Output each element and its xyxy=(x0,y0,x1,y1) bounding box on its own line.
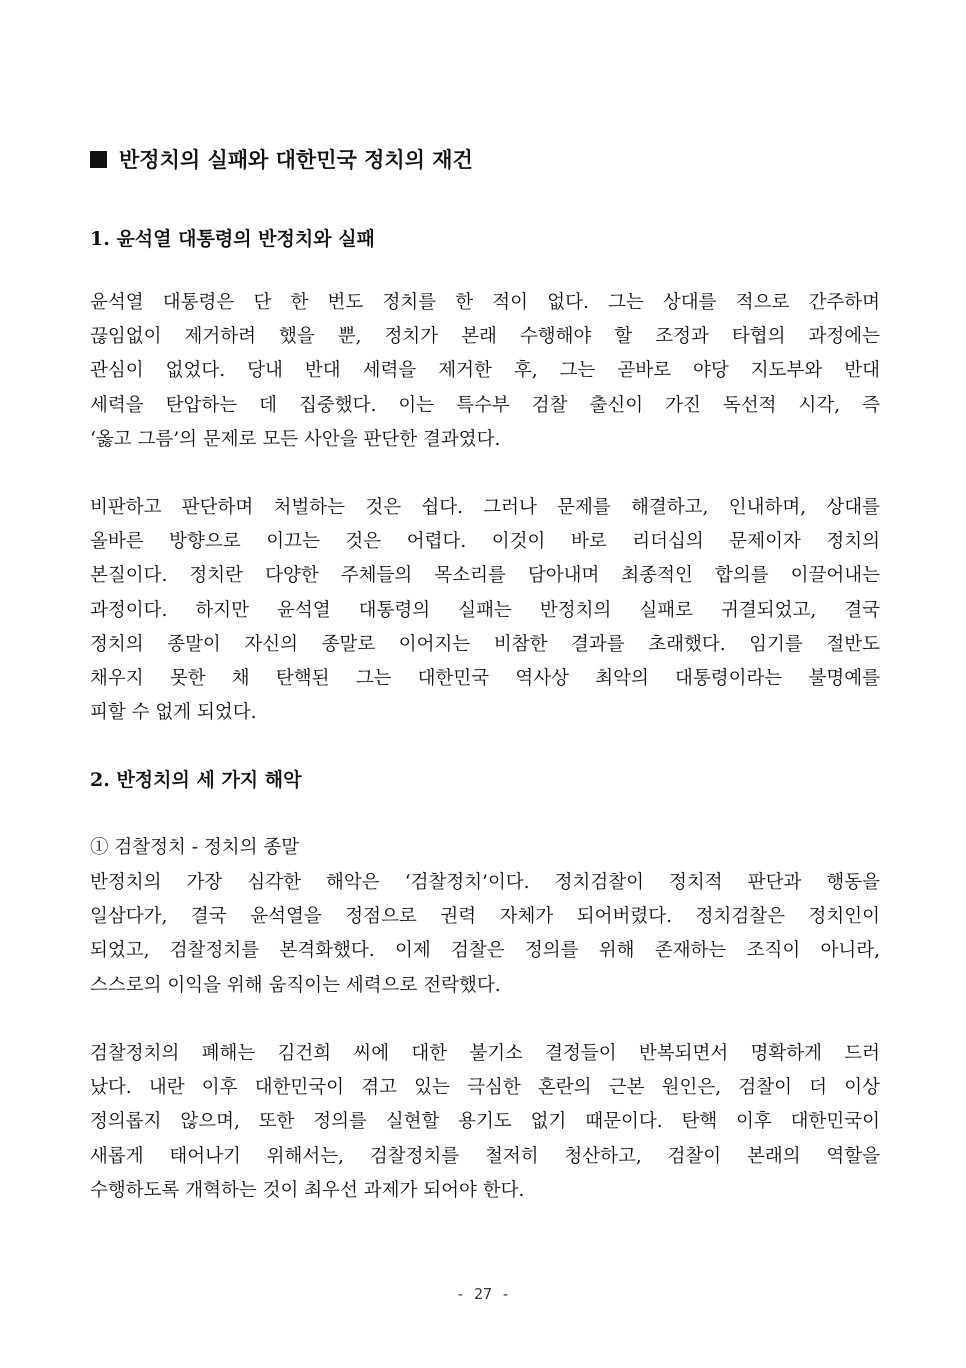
text-line: 수행하도록 개혁하는 것이 최우선 과제가 되어야 한다. xyxy=(90,1179,525,1201)
text-line: 올바른 방향으로 이끄는 것은 어렵다. 이것이 바로 리더십의 문제이자 정치의 xyxy=(90,531,880,553)
text-line: 정치의 종말이 자신의 종말로 이어지는 비참한 결과를 초래했다. 임기를 절반도 xyxy=(90,633,880,655)
section-2-heading: 2. 반정치의 세 가지 해악 xyxy=(90,769,302,791)
text-line: 과정이다. 하지만 윤석열 대통령의 실패는 반정치의 실패로 귀결되었고, 결국 xyxy=(90,599,880,621)
text-line: 끊임없이 제거하려 했을 뿐, 정치가 본래 수행해야 할 조정과 타협의 과정에는 xyxy=(90,326,880,348)
section-2-paragraph-1 xyxy=(90,866,880,1003)
text-line: 윤석열 대통령은 단 한 번도 정치를 한 적이 없다. 그는 상대를 적으로 간주하며 xyxy=(90,292,880,313)
text-line: 본질이다. 정치란 다양한 주체들의 목소리를 담아내며 최종적인 합의를 이끌어내는 xyxy=(90,565,880,587)
section-2-subheading: ① 검찰정치 - 정치의 종말 xyxy=(90,837,300,858)
text-line: 일삼다가, 결국 윤석열을 정점으로 권력 자체가 되어버렸다. 정치검찰은 정치인이 xyxy=(90,906,880,928)
text-line: 새롭게 태어나기 위해서는, 검찰정치를 철저히 청산하고, 검찰이 본래의 역할을 xyxy=(90,1145,880,1167)
text-line: 관심이 없었다. 당내 반대 세력을 제거한 후, 그는 곧바로 야당 지도부와 반대 xyxy=(90,360,880,382)
text-line: ‘옳고 그름’의 문제로 모든 사안을 판단한 결과였다. xyxy=(90,428,501,450)
section-1-paragraph-1 xyxy=(90,286,880,457)
text-line: 피할 수 없게 되었다. xyxy=(90,702,257,724)
text-line: 스스로의 이익을 위해 움직이는 세력으로 전락했다. xyxy=(90,974,501,996)
section-1-heading: 1. 윤석열 대통령의 반정치와 실패 xyxy=(90,228,375,250)
text-line: 났다. 내란 이후 대한민국이 겪고 있는 극심한 혼란의 근본 원인은, 검찰이 더 이상 xyxy=(90,1077,880,1099)
black-square-bullet-icon xyxy=(90,151,107,168)
page-number: - 27 - xyxy=(455,1285,511,1303)
section-2-paragraph-2 xyxy=(90,1037,880,1208)
text-line: 채우지 못한 채 탄핵된 그는 대한민국 역사상 최악의 대통령이라는 불명예를 xyxy=(90,668,880,690)
text-line: 세력을 탄압하는 데 집중했다. 이는 특수부 검찰 출신이 가진 독선적 시각, 즉 xyxy=(90,394,880,416)
text-line: 비판하고 판단하며 처벌하는 것은 쉽다. 그러나 문제를 해결하고, 인내하며, 상대를 xyxy=(90,497,880,518)
text-line: 반정치의 가장 심각한 해악은 ‘검찰정치’이다. 정치검찰이 정치적 판단과 행동을 xyxy=(90,872,880,893)
main-title-text: 반정치의 실패와 대한민국 정치의 재건 xyxy=(119,148,473,172)
text-line: 정의롭지 않으며, 또한 정의를 실현할 용기도 없기 때문이다. 탄핵 이후 대한민국이 xyxy=(90,1111,880,1133)
section-1-paragraph-2 xyxy=(90,491,880,730)
text-line: 검찰정치의 폐해는 김건희 씨에 대한 불기소 결정들이 반복되면서 명확하게 드러 xyxy=(90,1043,880,1064)
main-title xyxy=(90,143,880,177)
text-line: 되었고, 검찰정치를 본격화했다. 이제 검찰은 정의를 위해 존재하는 조직이 아니라, xyxy=(90,940,880,962)
